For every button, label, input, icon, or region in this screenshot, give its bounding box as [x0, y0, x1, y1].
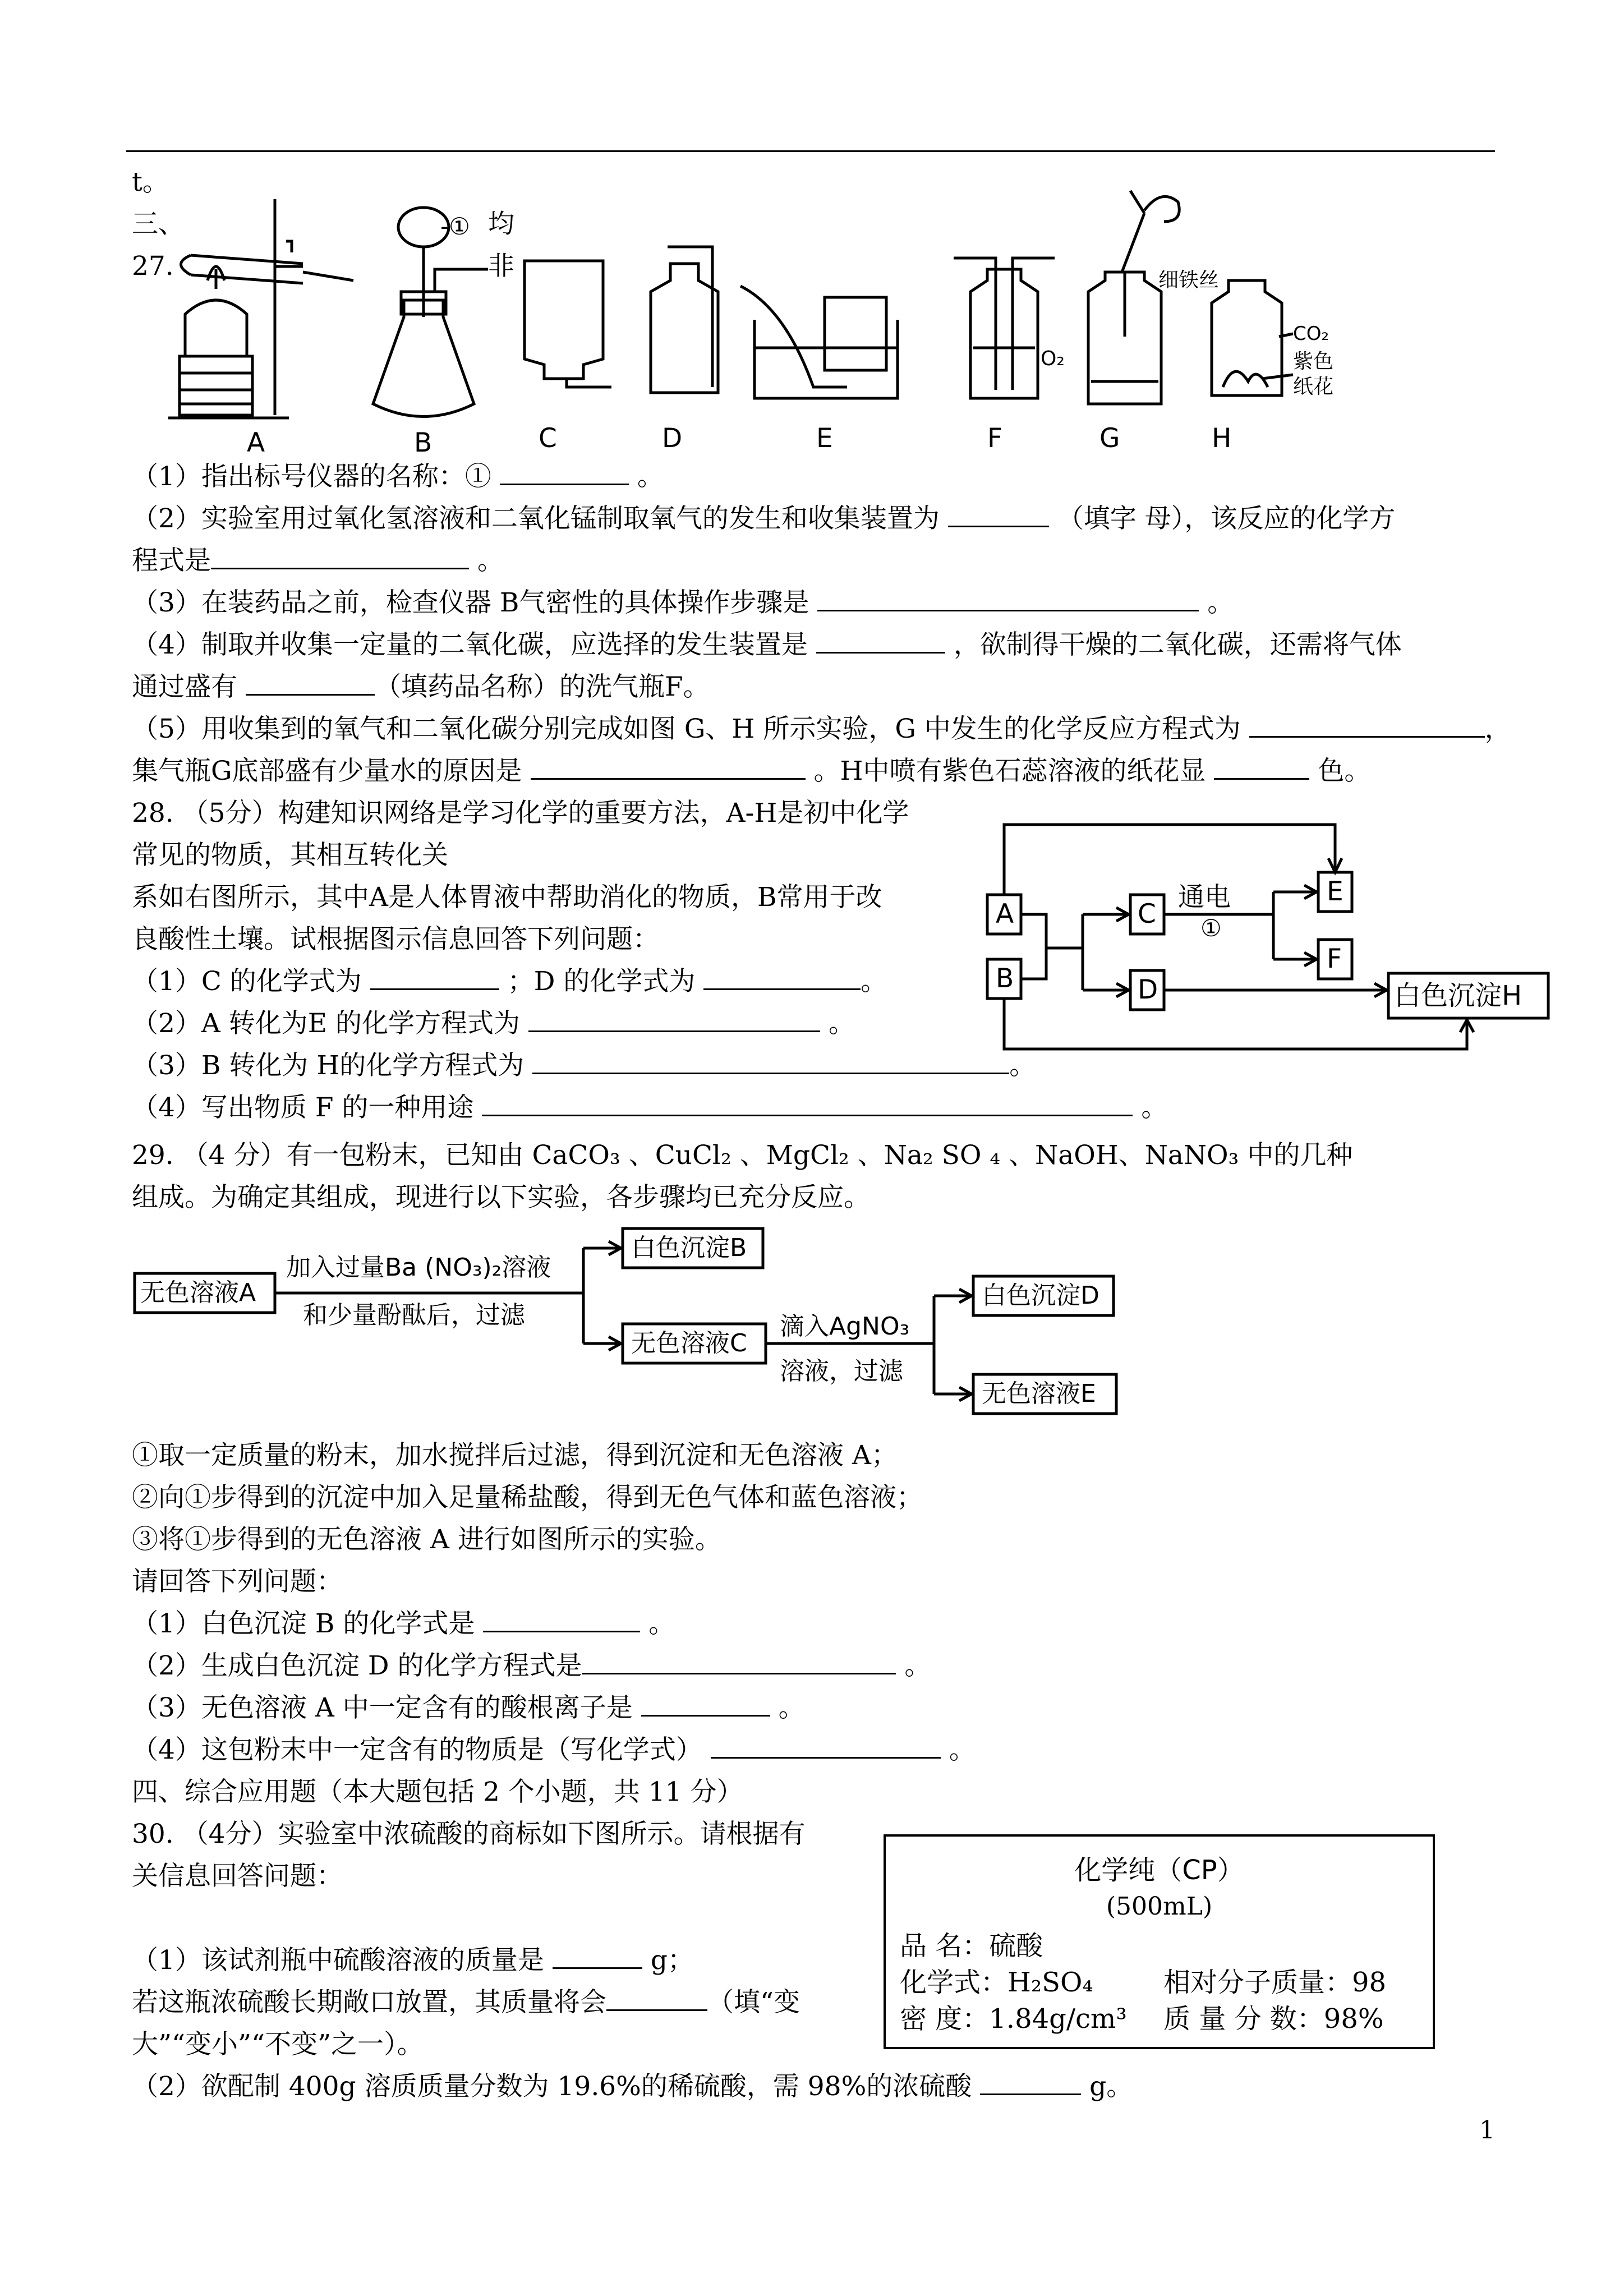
q30-line2: 关信息回答问题： — [132, 1861, 343, 1892]
section-3-fragment: 均 — [488, 209, 514, 240]
q29-step1: ①取一定质量的粉末，加水搅拌后过滤，得到沉淀和无色溶液 A； — [132, 1440, 898, 1471]
q27-line7: （5）用收集到的氧气和二氧化碳分别完成如图 G、H 所示实验，G 中发生的化学反应方程式为 ， — [132, 714, 1511, 744]
h-paper-label-2: 纸花 — [1293, 375, 1334, 398]
q30-line3: （1）该试剂瓶中硫酸溶液的质量是 g； — [132, 1945, 694, 1976]
diagram-node-d: D — [1138, 974, 1158, 1005]
label-formula: 化学式：H₂SO₄ — [900, 1967, 1093, 1998]
q29-line1: 29. （4 分）有一包粉末，已知由 CaCO₃ 、CuCl₂ 、MgCl₂ 、Na₂ SO ₄ 、NaOH、NaNO₃ 中的几种 — [132, 1140, 1353, 1171]
diagram-node-e: E — [1327, 876, 1344, 907]
q27-line5: （4）制取并收集一定量的二氧化碳，应选择的发生装置是 ，欲制得干燥的二氧化碳，还需将气体 — [132, 629, 1402, 660]
diagram-node-a: A — [996, 899, 1014, 930]
apparatus-marker: -① — [440, 213, 470, 240]
q27-line3: 程式是 。 — [132, 545, 504, 576]
q27-fragment: 非 — [488, 251, 514, 282]
label-f: F — [987, 423, 1003, 454]
label-volume: (500mL) — [1106, 1892, 1213, 1921]
q28-line8: （4）写出物质 F 的一种用途 。 — [132, 1092, 1168, 1123]
label-molecular-weight: 相对分子质量：98 — [1163, 1967, 1387, 1998]
diagram-node-h: 白色沉淀H — [1394, 980, 1522, 1011]
q29-question2: （2）生成白色沉淀 D 的化学方程式是 。 — [132, 1650, 931, 1681]
q28-line1: 28. （5分）构建知识网络是学习化学的重要方法，A-H是初中化学 — [132, 798, 909, 829]
flow-step2-label-a: 滴入AgNO₃ — [780, 1312, 910, 1341]
h-gas-label: CO₂ — [1293, 323, 1329, 345]
label-c: C — [539, 423, 557, 454]
q28-line5: （1）C 的化学式为 ；D 的化学式为 。 — [132, 966, 887, 997]
q30-line4: 若这瓶浓硫酸长期敞口放置，其质量将会 （填“变 — [132, 1987, 801, 2018]
page-number: 1 — [1479, 2116, 1495, 2145]
flow-node-d: 白色沉淀D — [982, 1281, 1099, 1310]
label-density: 密 度：1.84g/cm³ — [900, 2003, 1127, 2035]
label-name: 品 名：硫酸 — [900, 1930, 1043, 1962]
q27-line1: （1）指出标号仪器的名称：① 。 — [132, 461, 664, 492]
q28-line6: （2）A 转化为E 的化学方程式为 。 — [132, 1008, 855, 1039]
flow-node-b: 白色沉淀B — [631, 1234, 747, 1262]
q29-question1: （1）白色沉淀 B 的化学式是 。 — [132, 1608, 675, 1639]
diagram-arrow-label-2: ① — [1200, 914, 1222, 942]
q29-question4: （4）这包粉末中一定含有的物质是（写化学式） 。 — [132, 1734, 976, 1765]
header-rule — [126, 150, 1495, 152]
g-wire-label: 细铁丝 — [1158, 269, 1220, 292]
q28-line4: 良酸性土壤。试根据图示信息回答下列问题： — [132, 924, 659, 955]
diagram-node-b: B — [996, 963, 1014, 994]
q30-line6: （2）欲配制 400g 溶质质量分数为 19.6%的稀硫酸，需 98%的浓硫酸 g。 — [132, 2071, 1133, 2102]
q30-line5: 大”“变小”“不变”之一）。 — [132, 2029, 424, 2060]
section-4-heading: 四、综合应用题（本大题包括 2 个小题，共 11 分） — [132, 1777, 743, 1807]
g-gas-label: O₂ — [1041, 347, 1065, 370]
label-mass-fraction: 质 量 分 数：98% — [1163, 2003, 1384, 2035]
q27-number: 27. — [132, 251, 174, 282]
q27-line6: 通过盛有 （填药品名称）的洗气瓶F。 — [132, 671, 710, 702]
header-tail: t。 — [132, 167, 169, 197]
q27-line4: （3）在装药品之前，检查仪器 B气密性的具体操作步骤是 。 — [132, 587, 1234, 618]
flow-step1-label-b: 和少量酚酞后，过滤 — [303, 1301, 525, 1329]
q29-step2: ②向①步得到的沉淀中加入足量稀盐酸，得到无色气体和蓝色溶液； — [132, 1482, 923, 1513]
q27-line8: 集气瓶G底部盛有少量水的原因是 。H中喷有紫色石蕊溶液的纸花显 色。 — [132, 756, 1371, 786]
q29-line2: 组成。为确定其组成，现进行以下实验，各步骤均已充分反应。 — [132, 1182, 870, 1213]
label-a: A — [247, 427, 265, 458]
diagram-node-c: C — [1138, 899, 1156, 930]
q29-ask: 请回答下列问题： — [132, 1566, 343, 1597]
section-3-heading: 三、 — [132, 209, 185, 240]
label-e: E — [816, 423, 833, 454]
flow-step1-label-a: 加入过量Ba (NO₃)₂溶液 — [286, 1253, 551, 1282]
q28-line7: （3）B 转化为 H的化学方程式为 。 — [132, 1050, 1036, 1081]
h-paper-label-1: 紫色 — [1293, 350, 1334, 373]
q29-step3: ③将①步得到的无色溶液 A 进行如图所示的实验。 — [132, 1524, 721, 1555]
label-grade: 化学纯（CP） — [1074, 1855, 1244, 1886]
flow-node-e: 无色溶液E — [982, 1379, 1096, 1408]
flow-step2-label-b: 溶液，过滤 — [780, 1357, 903, 1386]
label-h: H — [1212, 423, 1232, 454]
label-g: G — [1099, 423, 1120, 454]
reagent-label-box — [884, 1834, 1435, 2049]
label-b: B — [414, 427, 433, 458]
q30-line1: 30. （4分）实验室中浓硫酸的商标如下图所示。请根据有 — [132, 1819, 806, 1849]
q28-line2: 常见的物质，其相互转化关 — [132, 840, 448, 871]
label-d: D — [662, 423, 683, 454]
q28-line3: 系如右图所示，其中A是人体胃液中帮助消化的物质，B常用于改 — [132, 882, 882, 913]
q27-line2: （2）实验室用过氧化氢溶液和二氧化锰制取氧气的发生和收集装置为 （填字 母），该反应的化学方 — [132, 503, 1396, 534]
diagram-arrow-label-1: 通电 — [1178, 882, 1231, 913]
flow-node-a: 无色溶液A — [140, 1278, 256, 1307]
q29-question3: （3）无色溶液 A 中一定含有的酸根离子是 。 — [132, 1692, 805, 1723]
flow-node-c: 无色溶液C — [631, 1329, 747, 1358]
diagram-node-f: F — [1327, 944, 1342, 974]
